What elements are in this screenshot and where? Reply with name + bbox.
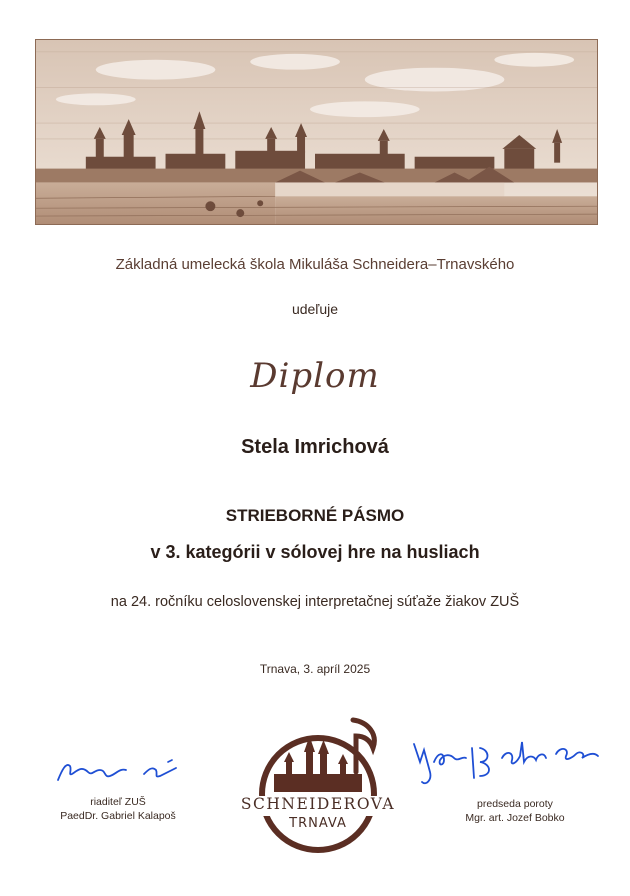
awards-verb: udeľuje xyxy=(291,301,339,317)
logo-title: SCHNEIDEROVA xyxy=(240,795,396,813)
recipient-name: Stela Imrichová xyxy=(241,436,389,458)
logo-subtitle: TRNAVA xyxy=(289,816,347,831)
director-name: PaedDr. Gabriel Kalapoš xyxy=(60,810,176,822)
jury-name: Mgr. art. Jozef Bobko xyxy=(465,812,565,824)
jury-signature xyxy=(410,732,620,792)
town-skyline-note-logo xyxy=(228,712,408,872)
school-logo xyxy=(228,712,408,872)
header-engraving xyxy=(35,39,598,225)
signature-block-director xyxy=(28,752,208,823)
diploma-title: Diplom xyxy=(250,356,380,396)
school-name: Základná umelecká škola Mikuláša Schneidera–Trnavského xyxy=(115,256,515,273)
award-category: v 3. kategórii v sólovej hre na husliach xyxy=(150,542,480,562)
signature-block-jury xyxy=(410,732,620,825)
place-date: Trnava, 3. apríl 2025 xyxy=(259,662,371,676)
award-band: STRIEBORNÉ PÁSMO xyxy=(225,506,405,525)
event-description: na 24. ročníku celoslovenskej interpretačnej súťaže žiakov ZUŠ xyxy=(110,594,520,610)
director-signature xyxy=(48,752,188,788)
director-role: riaditeľ ZUŠ xyxy=(90,796,146,808)
jury-role: predseda poroty xyxy=(477,798,553,810)
